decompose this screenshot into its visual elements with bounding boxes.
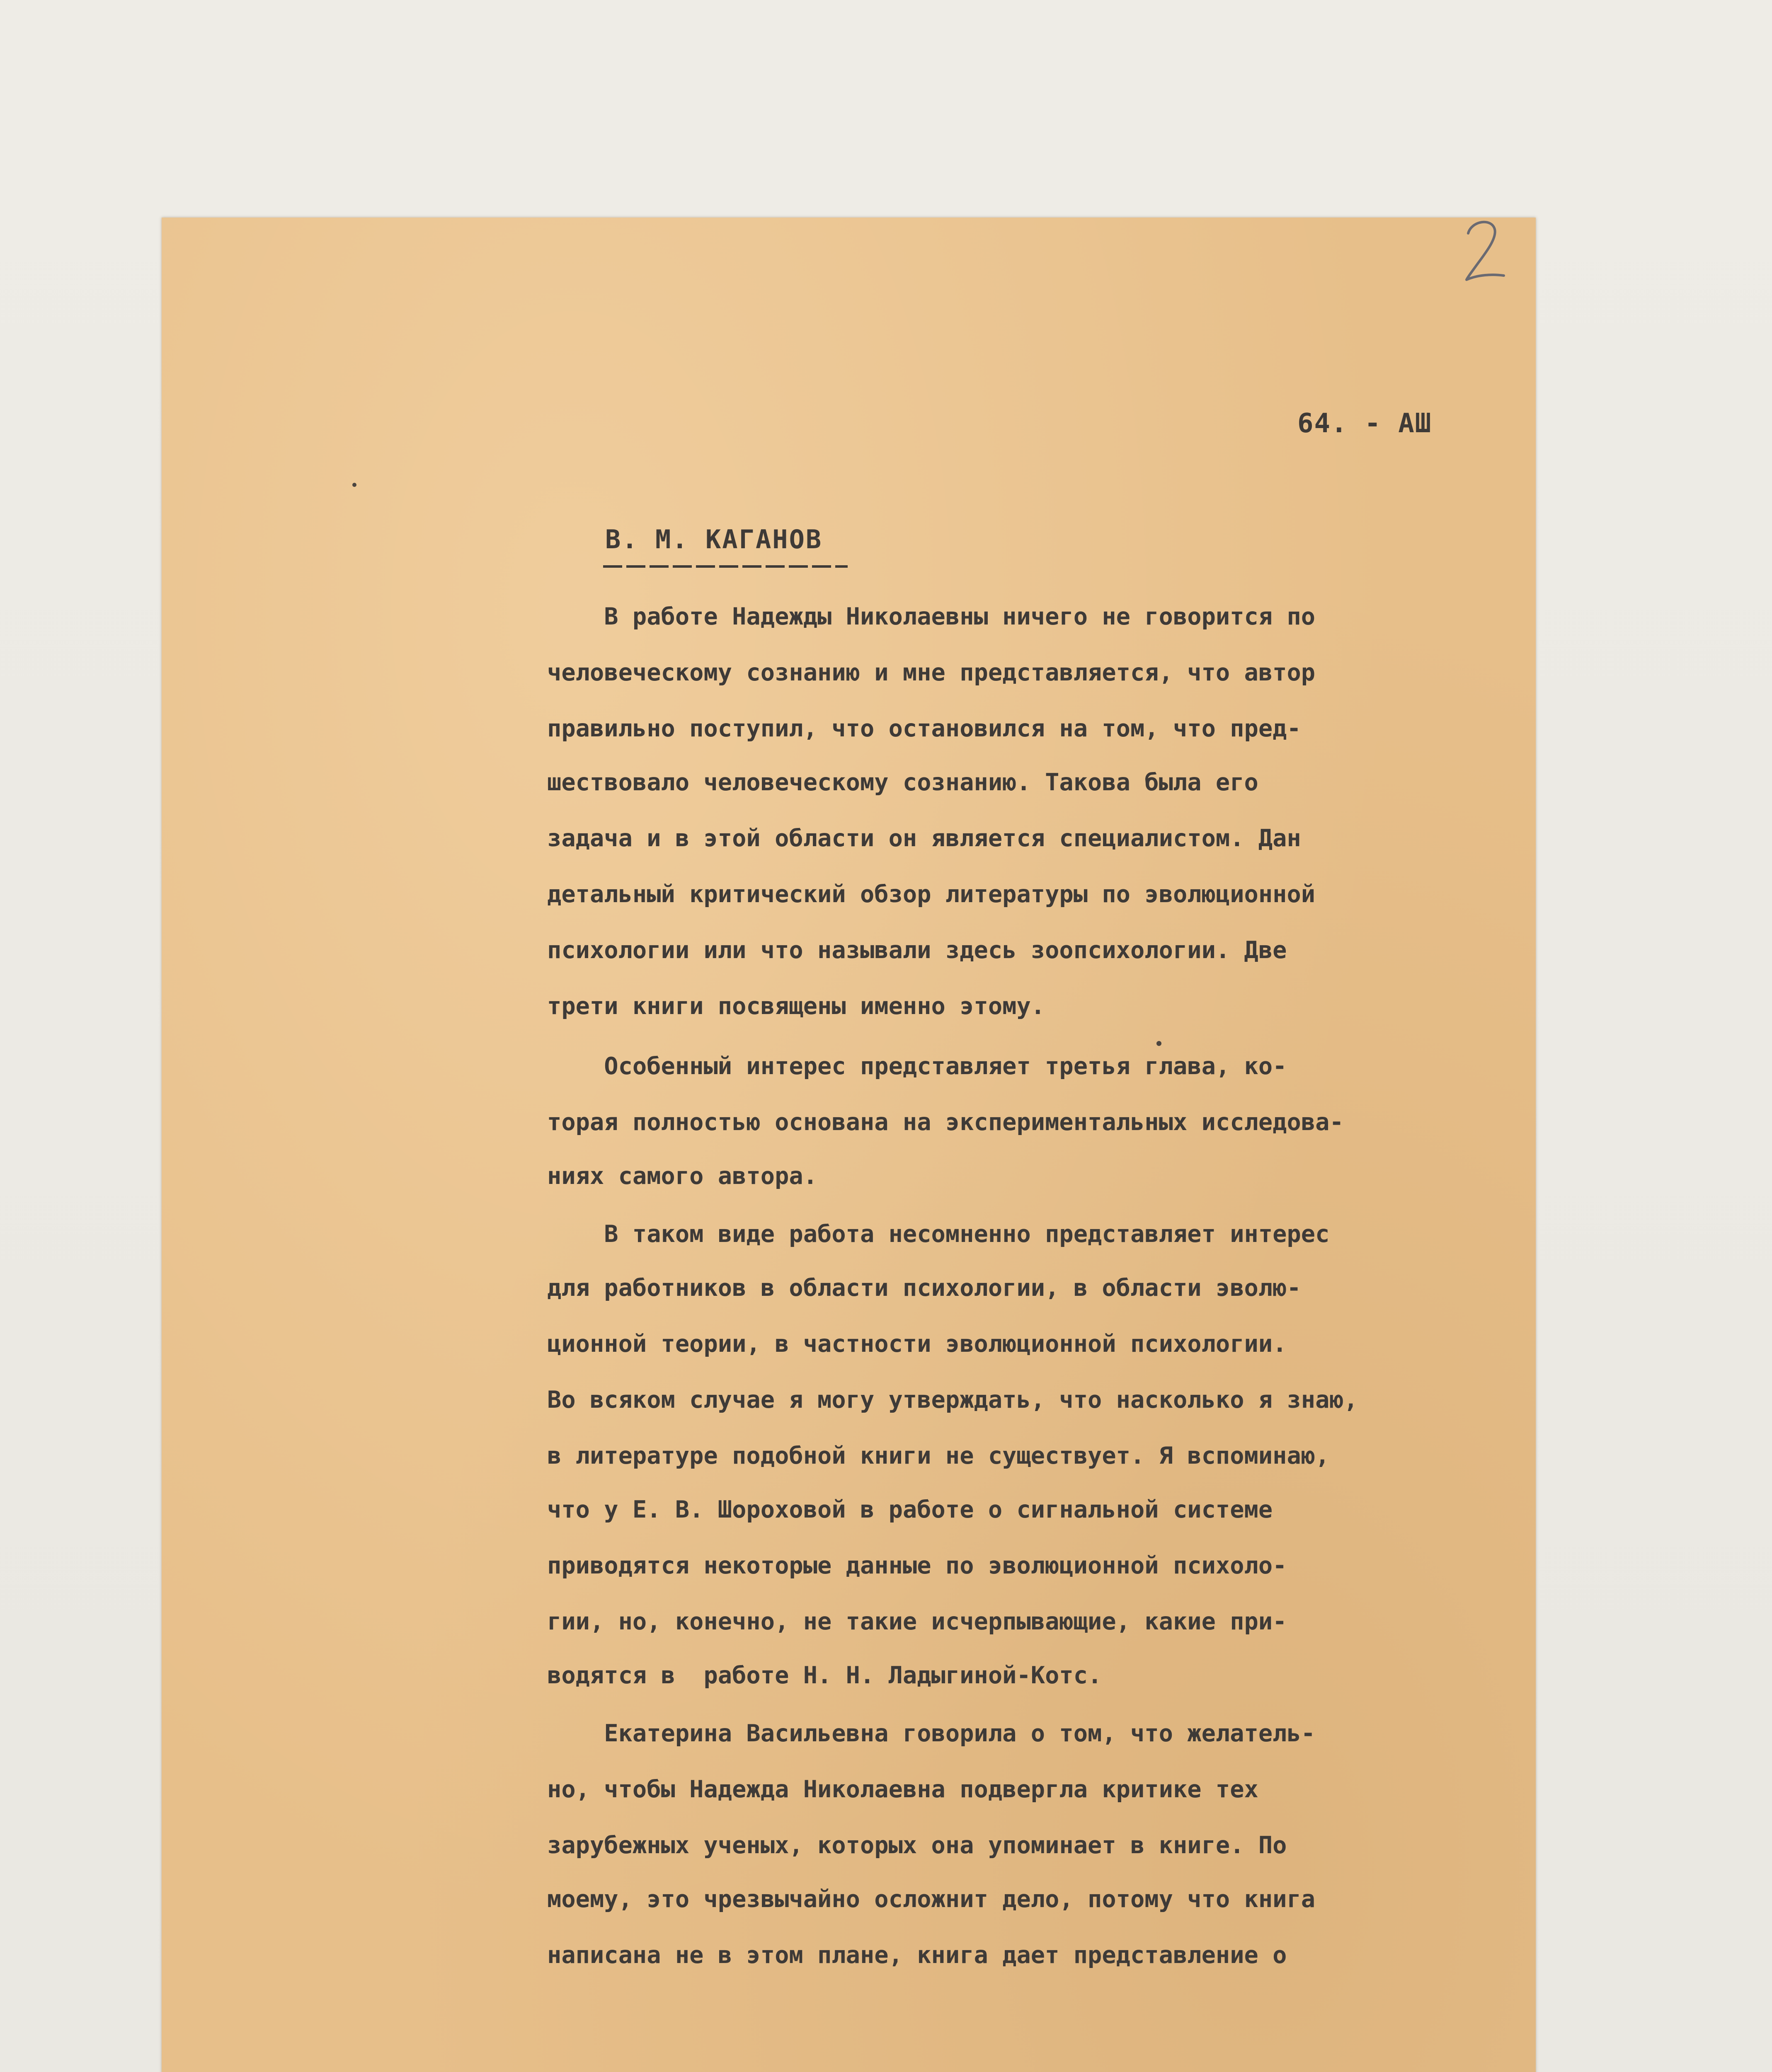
- text-line: трети книги посвящены именно этому.: [547, 992, 1045, 1020]
- text-line: написана не в этом плане, книга дает представление о: [547, 1941, 1287, 1969]
- text-line: В работе Надежды Николаевны ничего не говорится по: [547, 603, 1316, 630]
- speaker-name: В. М. КАГАНОВ: [605, 524, 823, 554]
- text-line: зарубежных ученых, которых она упоминает в книге. По: [547, 1832, 1287, 1859]
- text-line: торая полностью основана на экспериментальных исследова-: [547, 1109, 1344, 1136]
- text-line: правильно поступил, что остановился на том, что пред-: [547, 715, 1301, 742]
- text-line: что у Е. В. Шороховой в работе о сигнальной системе: [547, 1496, 1273, 1523]
- text-line: в литературе подобной книги не существует. Я вспоминаю,: [547, 1442, 1330, 1469]
- text-line: психологии или что называли здесь зоопсихологии. Две: [547, 937, 1287, 964]
- text-line: для работников в области психологии, в области эволю-: [547, 1274, 1301, 1302]
- text-line: ционной теории, в частности эволюционной психологии.: [547, 1330, 1287, 1358]
- text-line: детальный критический обзор литературы по эволюционной: [547, 881, 1316, 908]
- paper-speck: [1156, 1041, 1161, 1046]
- text-line: моему, это чрезвычайно осложнит дело, потому что книга: [547, 1886, 1316, 1913]
- text-line: гии, но, конечно, не такие исчерпывающие, какие при-: [547, 1608, 1287, 1635]
- text-line: Екатерина Васильевна говорила о том, что желатель-: [547, 1720, 1316, 1747]
- text-line: человеческому сознанию и мне представляется, что автор: [547, 659, 1316, 686]
- text-line: водятся в работе Н. Н. Ладыгиной-Котс.: [547, 1662, 1102, 1689]
- author-underline: [603, 564, 848, 569]
- paper-speck: [352, 483, 356, 487]
- document-reference: 64. - АШ: [1297, 408, 1432, 439]
- text-line: Во всяком случае я могу утверждать, что насколько я знаю,: [547, 1386, 1358, 1414]
- text-line: Особенный интерес представляет третья глава, ко-: [547, 1053, 1287, 1080]
- text-line: шествовало человеческому сознанию. Такова была его: [547, 769, 1258, 796]
- text-line: но, чтобы Надежда Николаевна подвергла критике тех: [547, 1776, 1258, 1803]
- handwritten-folio-number: [1459, 213, 1509, 284]
- text-line: задача и в этой области он является специалистом. Дан: [547, 825, 1301, 852]
- text-line: приводятся некоторые данные по эволюционной психоло-: [547, 1552, 1287, 1579]
- text-line: В таком виде работа несомненно представляет интерес: [547, 1220, 1330, 1248]
- text-line: ниях самого автора.: [547, 1162, 818, 1190]
